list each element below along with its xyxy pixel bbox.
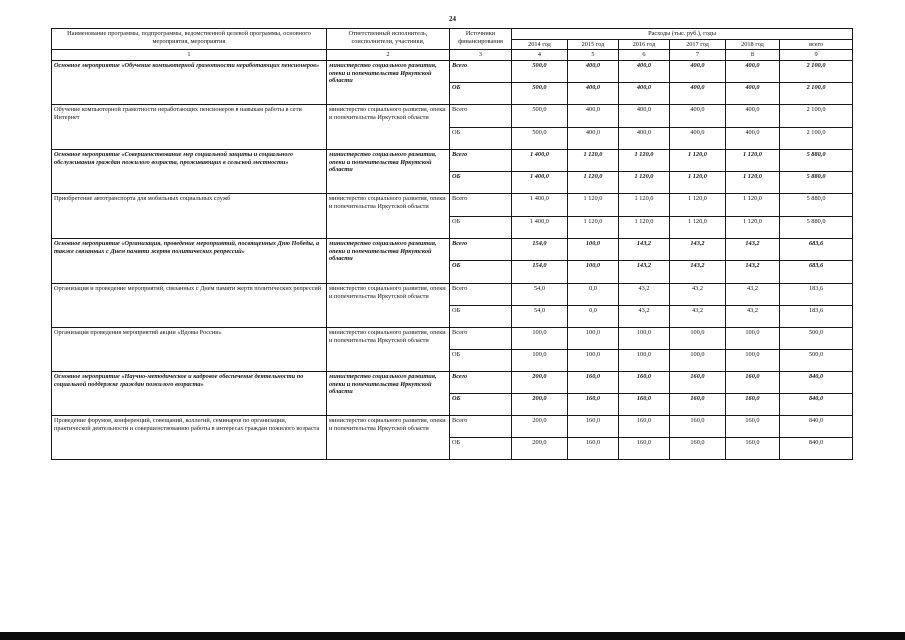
funding-source-cell: ОБ [450,172,512,194]
activity-name-cell: Основное мероприятие «Научно-методическое и кадровое обеспечение деятельности по социальной поддержке граждан пожилого возраста» [52,372,327,416]
year-value-cell: 500,0 [512,83,568,105]
column-index: 2 [327,50,450,61]
executor-cell: министерство социального развития, опеки и попечительства Иркутской области [327,416,450,460]
column-index-row [52,50,853,61]
total-value-cell: 840,0 [780,394,853,416]
year-value-cell: 1 120,0 [619,172,670,194]
year-value-cell: 160,0 [726,438,780,460]
year-value-cell: 154,0 [512,239,568,261]
year-value-cell: 1 400,0 [512,217,568,239]
year-value-cell: 100,0 [512,328,568,350]
year-value-cell: 160,0 [670,372,726,394]
funding-source-cell: ОБ [450,261,512,284]
header-year: 2014 год [512,39,568,50]
total-value-cell: 183,6 [780,284,853,306]
executor-cell: министерство социального развития, опеки и попечительства Иркутской области [327,328,450,372]
executor-cell: министерство социального развития, опеки и попечительства Иркутской области [327,194,450,239]
year-value-cell: 200,0 [512,372,568,394]
total-value-cell: 2 100,0 [780,61,853,83]
year-value-cell: 160,0 [619,438,670,460]
year-value-cell: 400,0 [568,128,619,150]
year-value-cell: 1 120,0 [568,217,619,239]
year-value-cell: 100,0 [568,239,619,261]
year-value-cell: 160,0 [670,416,726,438]
year-value-cell: 200,0 [512,416,568,438]
year-value-cell: 1 120,0 [726,150,780,172]
year-value-cell: 400,0 [670,105,726,128]
year-value-cell: 400,0 [726,61,780,83]
header-row [52,29,853,40]
year-value-cell: 143,2 [619,239,670,261]
year-value-cell: 54,0 [512,284,568,306]
year-value-cell: 43,2 [670,306,726,328]
year-value-cell: 1 120,0 [726,172,780,194]
year-value-cell: 1 120,0 [568,194,619,217]
column-index: 9 [780,50,853,61]
year-value-cell: 43,2 [726,306,780,328]
year-value-cell: 400,0 [726,83,780,105]
table-row [52,61,853,83]
total-value-cell: 5 880,0 [780,172,853,194]
year-value-cell: 100,0 [619,350,670,372]
year-value-cell: 160,0 [568,438,619,460]
funding-source-cell: Всего [450,194,512,217]
table-body [52,61,853,460]
total-value-cell: 5 880,0 [780,217,853,239]
year-value-cell: 200,0 [512,394,568,416]
column-index: 4 [512,50,568,61]
table-row [52,239,853,261]
header-source: Источники финансирования [450,29,512,50]
year-value-cell: 0,0 [568,306,619,328]
year-value-cell: 160,0 [619,372,670,394]
activity-name-cell: Проведение форумов, конференций, совещаний, коллегий, семинаров по организации, практической деятельности и совершенствованию работы в интересах граждан пожилого возраста [52,416,327,460]
funding-source-cell: Всего [450,328,512,350]
year-value-cell: 160,0 [568,372,619,394]
year-value-cell: 160,0 [670,394,726,416]
year-value-cell: 143,2 [726,239,780,261]
year-value-cell: 500,0 [512,128,568,150]
year-value-cell: 400,0 [568,61,619,83]
funding-source-cell: ОБ [450,306,512,328]
funding-source-cell: Всего [450,416,512,438]
total-value-cell: 840,0 [780,438,853,460]
year-value-cell: 160,0 [619,416,670,438]
year-value-cell: 160,0 [726,416,780,438]
funding-source-cell: Всего [450,105,512,128]
activity-name-cell: Основное мероприятие «Организация, проведение мероприятий, посвященных Дню Победы, а также связанных с Днем памяти жертв политических репрессий» [52,239,327,284]
year-value-cell: 100,0 [568,261,619,284]
funding-source-cell: ОБ [450,83,512,105]
executor-cell: министерство социального развития, опеки и попечительства Иркутской области [327,105,450,150]
total-value-cell: 840,0 [780,416,853,438]
total-value-cell: 5 880,0 [780,150,853,172]
budget-table [51,28,853,460]
year-value-cell: 1 400,0 [512,194,568,217]
total-value-cell: 500,0 [780,350,853,372]
year-value-cell: 143,2 [619,261,670,284]
total-value-cell: 683,6 [780,239,853,261]
page-number: 24 [449,15,456,23]
year-value-cell: 43,2 [619,284,670,306]
funding-source-cell: ОБ [450,438,512,460]
year-value-cell: 100,0 [670,328,726,350]
header-expenses: Расходы (тыс. руб.), годы [512,29,853,40]
year-value-cell: 1 120,0 [670,217,726,239]
total-value-cell: 183,6 [780,306,853,328]
year-value-cell: 400,0 [670,128,726,150]
year-value-cell: 160,0 [568,394,619,416]
year-value-cell: 100,0 [619,328,670,350]
header-name: Наименование программы, подпрограммы, ведомственной целевой программы, основного мероприятия, мероприятия [52,29,327,50]
funding-source-cell: ОБ [450,128,512,150]
year-value-cell: 100,0 [726,328,780,350]
year-value-cell: 160,0 [670,438,726,460]
year-value-cell: 1 120,0 [568,150,619,172]
header-total: всего [780,39,853,50]
activity-name-cell: Обучение компьютерной грамотности неработающих пенсионеров в навыкам работы в сети Интернет [52,105,327,150]
total-value-cell: 2 100,0 [780,105,853,128]
column-index: 5 [568,50,619,61]
funding-source-cell: ОБ [450,394,512,416]
funding-source-cell: Всего [450,150,512,172]
funding-source-cell: ОБ [450,217,512,239]
year-value-cell: 400,0 [670,83,726,105]
year-value-cell: 1 120,0 [726,217,780,239]
table-row [52,194,853,217]
table-row [52,105,853,128]
year-value-cell: 200,0 [512,438,568,460]
year-value-cell: 1 120,0 [619,150,670,172]
year-value-cell: 1 120,0 [670,194,726,217]
executor-cell: министерство социального развития, опеки и попечительства Иркутской области [327,284,450,328]
column-index: 3 [450,50,512,61]
activity-name-cell: Организация проведения мероприятий акции «Вдовы России» [52,328,327,372]
executor-cell: министерство социального развития, опеки и попечительства Иркутской области [327,239,450,284]
year-value-cell: 43,2 [619,306,670,328]
table-row [52,150,853,172]
column-index: 6 [619,50,670,61]
funding-source-cell: Всего [450,239,512,261]
activity-name-cell: Основное мероприятие «Обучение компьютерной грамотности неработающих пенсионеров» [52,61,327,105]
table-row [52,284,853,306]
header-year: 2015 год [568,39,619,50]
year-value-cell: 143,2 [670,239,726,261]
year-value-cell: 100,0 [568,350,619,372]
year-value-cell: 400,0 [726,128,780,150]
header-year: 2016 год [619,39,670,50]
year-value-cell: 400,0 [619,61,670,83]
year-value-cell: 54,0 [512,306,568,328]
year-value-cell: 100,0 [512,350,568,372]
column-index: 7 [670,50,726,61]
funding-source-cell: Всего [450,372,512,394]
funding-source-cell: Всего [450,284,512,306]
year-value-cell: 154,0 [512,261,568,284]
funding-source-cell: ОБ [450,350,512,372]
total-value-cell: 5 880,0 [780,194,853,217]
year-value-cell: 160,0 [568,416,619,438]
total-value-cell: 840,0 [780,372,853,394]
year-value-cell: 1 400,0 [512,150,568,172]
table-row [52,416,853,438]
executor-cell: министерство социального развития, опеки и попечительства Иркутской области [327,150,450,194]
executor-cell: министерство социального развития, опеки и попечительства Иркутской области [327,372,450,416]
year-value-cell: 400,0 [568,105,619,128]
total-value-cell: 683,6 [780,261,853,284]
year-value-cell: 400,0 [619,128,670,150]
year-value-cell: 400,0 [619,83,670,105]
table-row [52,372,853,394]
year-value-cell: 1 120,0 [726,194,780,217]
header-year: 2018 год [726,39,780,50]
year-value-cell: 160,0 [726,372,780,394]
year-value-cell: 100,0 [726,350,780,372]
total-value-cell: 500,0 [780,328,853,350]
activity-name-cell: Организация и проведение мероприятий, связанных с Днем памяти жертв политических репрессий [52,284,327,328]
year-value-cell: 1 120,0 [568,172,619,194]
year-value-cell: 160,0 [619,394,670,416]
year-value-cell: 143,2 [726,261,780,284]
year-value-cell: 143,2 [670,261,726,284]
year-value-cell: 400,0 [568,83,619,105]
year-value-cell: 43,2 [726,284,780,306]
year-value-cell: 400,0 [670,61,726,83]
table-row [52,328,853,350]
column-index: 1 [52,50,327,61]
year-value-cell: 1 400,0 [512,172,568,194]
year-value-cell: 1 120,0 [670,150,726,172]
scan-bottom-edge [0,632,905,640]
year-value-cell: 43,2 [670,284,726,306]
activity-name-cell: Приобретение автотранспорта для мобильных социальных служб [52,194,327,239]
year-value-cell: 500,0 [512,61,568,83]
year-value-cell: 100,0 [568,328,619,350]
year-value-cell: 400,0 [619,105,670,128]
total-value-cell: 2 100,0 [780,83,853,105]
header-year: 2017 год [670,39,726,50]
year-value-cell: 400,0 [726,105,780,128]
year-value-cell: 100,0 [670,350,726,372]
funding-source-cell: Всего [450,61,512,83]
year-value-cell: 500,0 [512,105,568,128]
year-value-cell: 1 120,0 [670,172,726,194]
year-value-cell: 1 120,0 [619,217,670,239]
total-value-cell: 2 100,0 [780,128,853,150]
header-executor: Ответственный исполнитель, соисполнители, участники, [327,29,450,50]
activity-name-cell: Основное мероприятие «Совершенствование мер социальной защиты и социального обслуживания граждан пожилого возраста, проживающих в сельской местности» [52,150,327,194]
year-value-cell: 1 120,0 [619,194,670,217]
year-value-cell: 160,0 [726,394,780,416]
executor-cell: министерство социального развития, опеки и попечительства Иркутской области [327,61,450,105]
column-index: 8 [726,50,780,61]
year-value-cell: 0,0 [568,284,619,306]
